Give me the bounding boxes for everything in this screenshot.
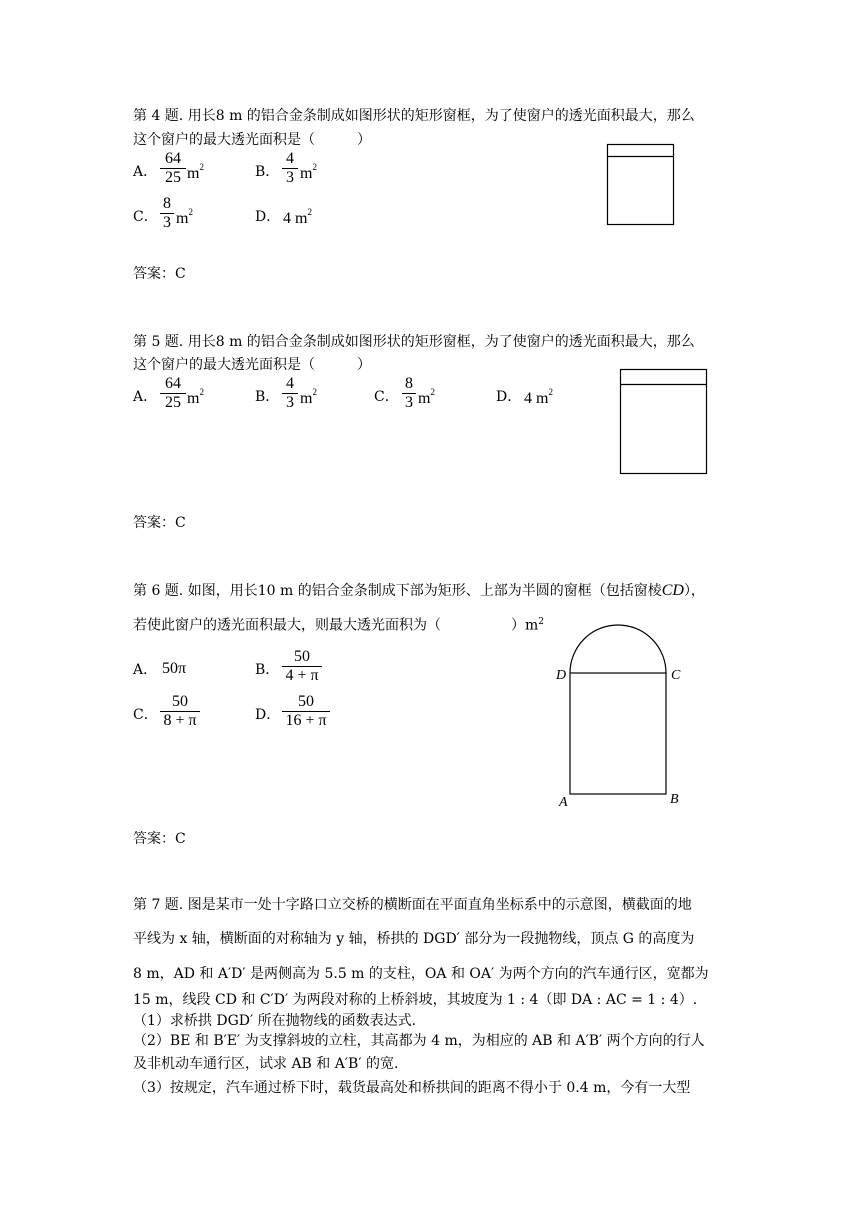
q4-option-b-fraction bbox=[282, 150, 298, 187]
q4-option-b-letter: B． bbox=[255, 164, 280, 180]
q5-option-c-letter: C． bbox=[374, 389, 399, 405]
q5-option-a-letter: A． bbox=[133, 389, 158, 405]
q7-stem-line4: 15 m，线段 CD 和 C′D′ 为两段对称的上桥斜坡，其坡度为 1 : 4（即 DA : AC = 1 : 4）. bbox=[133, 992, 698, 1008]
q6-label-d: D bbox=[556, 668, 567, 683]
q5-option-a-numerator: 64 bbox=[165, 375, 181, 392]
q6-option-d-denominator: 16 + π bbox=[285, 712, 327, 729]
q4-option-b-unit: $m^2$ bbox=[300, 162, 317, 182]
q7-stem-line3: 8 m，AD 和 A′D′ 是两侧高为 5.5 m 的支柱，OA 和 OA′ 为两个方向的汽车通行区，宽都为 bbox=[133, 966, 709, 982]
q6-label-c: C bbox=[671, 668, 681, 683]
q4-option-c-letter: C． bbox=[133, 209, 158, 225]
q7-part3-line1: （3）按规定，汽车通过桥下时，载货最高处和桥拱间的距离不得小于 0.4 m，今有一大型 bbox=[133, 1080, 691, 1096]
q5-option-d-value: 4 $m^2$ bbox=[524, 387, 553, 407]
q6-option-c-fraction bbox=[160, 693, 200, 730]
q6-option-b-fraction bbox=[282, 648, 322, 685]
q5-stem-line2: 这个窗户的最大透光面积是（ ） bbox=[133, 357, 371, 373]
q6-option-b-denominator: 4 + π bbox=[285, 667, 319, 684]
q5-option-c-numerator: 8 bbox=[405, 375, 413, 392]
q6-option-c-numerator: 50 bbox=[172, 693, 188, 710]
q5-option-b-fraction bbox=[282, 375, 298, 412]
q6-arched-window-figure bbox=[568, 620, 668, 796]
q6-stem-line1 bbox=[133, 583, 705, 599]
q4-option-b-denominator: 3 bbox=[286, 169, 294, 186]
q6-option-d-numerator: 50 bbox=[298, 693, 314, 710]
q7-part1: （1）求桥拱 DGD′ 所在抛物线的函数表达式. bbox=[133, 1013, 417, 1029]
q5-window-figure bbox=[620, 369, 708, 475]
q6-rectangle bbox=[570, 673, 666, 794]
q6-option-c-letter: C． bbox=[133, 707, 158, 723]
q5-option-b-unit: $m^2$ bbox=[300, 387, 317, 407]
q5-option-a-unit: $m^2$ bbox=[187, 387, 204, 407]
q6-label-b: B bbox=[670, 792, 679, 807]
q4-stem-line1: 第 4 题. 用长8 m 的铝合金条制成如图形状的矩形窗框，为了使窗户的透光面积最大，那么 bbox=[133, 108, 695, 124]
q6-label-a: A bbox=[559, 795, 568, 810]
q4-option-a-numerator: 64 bbox=[165, 150, 181, 167]
q7-stem-line1: 第 7 题. 图是某市一处十字路口立交桥的横断面在平面直角坐标系中的示意图，横截面的地 bbox=[133, 897, 692, 913]
q5-option-d-letter: D． bbox=[496, 389, 522, 405]
q6-stem-line1-end: ）， bbox=[683, 583, 705, 599]
q4-option-b-numerator: 4 bbox=[286, 150, 294, 167]
q5-stem-line1: 第 5 题. 用长8 m 的铝合金条制成如图形状的矩形窗框，为了使窗户的透光面积最大，那么 bbox=[133, 334, 695, 350]
q6-answer: 答案：C bbox=[133, 831, 186, 847]
q6-stem-cd: CD bbox=[661, 582, 684, 599]
q4-window-figure bbox=[607, 144, 675, 226]
q6-semicircle bbox=[570, 625, 666, 673]
q5-option-b-numerator: 4 bbox=[286, 375, 294, 392]
q5-option-c-denominator: 3 bbox=[405, 394, 413, 411]
q4-option-a-denominator: 25 bbox=[165, 169, 181, 186]
q7-stem-line2: 平线为 x 轴，横断面的对称轴为 y 轴，桥拱的 DGD′ 部分为一段抛物线，顶点 G 的高度为 bbox=[133, 931, 695, 947]
q4-option-a-fraction bbox=[160, 150, 186, 187]
q4-option-c-numerator: 8 bbox=[163, 195, 171, 212]
q5-option-b-letter: B． bbox=[255, 389, 280, 405]
q6-option-c-denominator: 8 + π bbox=[163, 712, 197, 729]
q4-answer: 答案：C bbox=[133, 266, 186, 282]
q4-option-a-letter: A． bbox=[133, 164, 158, 180]
q6-option-d-fraction bbox=[282, 693, 330, 730]
q4-option-d-value: 4 $m^2$ bbox=[283, 207, 312, 227]
q5-option-c-fraction bbox=[402, 375, 416, 412]
q5-answer: 答案：C bbox=[133, 515, 186, 531]
q6-option-d-letter: D． bbox=[255, 707, 281, 723]
q6-stem-line2: 若使此窗户的透光面积最大，则最大透光面积为（ ）$m^2$ bbox=[133, 617, 545, 634]
q5-option-b-denominator: 3 bbox=[286, 394, 294, 411]
q6-option-b-numerator: 50 bbox=[294, 648, 310, 665]
q6-option-a-letter: A． bbox=[133, 662, 158, 678]
q6-stem-line1-text: 第 6 题. 如图，用长10 m 的铝合金条制成下部为矩形、上部为半圆的窗框（包括窗棱 bbox=[133, 583, 662, 599]
q5-option-a-fraction bbox=[160, 375, 186, 412]
q4-option-d-letter: D． bbox=[255, 209, 281, 225]
q5-option-c-unit: $m^2$ bbox=[418, 387, 435, 407]
q6-option-b-letter: B． bbox=[255, 662, 280, 678]
q6-option-a-value: 50π bbox=[162, 660, 187, 677]
q7-part2-line2: 及非机动车通行区，试求 AB 和 A′B′ 的宽. bbox=[133, 1056, 399, 1072]
q7-part2-line1: （2）BE 和 B′E′ 为支撑斜坡的立柱，其高都为 4 m，为相应的 AB 和 A′B′ 两个方向的行人 bbox=[133, 1033, 705, 1049]
q5-option-a-denominator: 25 bbox=[165, 394, 181, 411]
q4-stem-line2: 这个窗户的最大透光面积是（ ） bbox=[133, 132, 371, 148]
q4-option-a-unit: $m^2$ bbox=[187, 162, 204, 182]
q4-option-c-fraction bbox=[160, 195, 174, 232]
q4-option-c-denominator: 3 bbox=[163, 214, 171, 231]
q4-option-c-unit: $m^2$ bbox=[176, 207, 193, 227]
